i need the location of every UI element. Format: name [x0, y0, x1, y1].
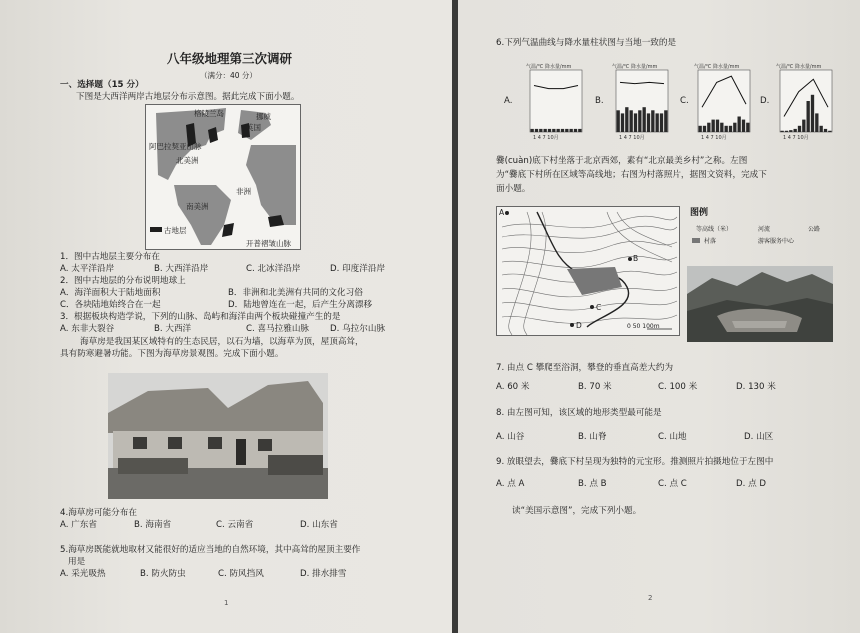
precip-bar [565, 129, 568, 132]
contour-map [496, 206, 680, 336]
contour-graphic [497, 207, 679, 335]
cuandixia-paragraph-line3: 面小题。 [496, 184, 531, 194]
question-5-line1: 5.海草房既能就地取材又能很好的适应当地的自然环境，其中高耸的屋顶主要作 [60, 545, 361, 555]
africa-shape [246, 145, 296, 225]
legend-village-swatch [692, 238, 700, 243]
precip-bar [531, 129, 534, 132]
precip-bar [664, 110, 667, 132]
precip-bar [815, 113, 818, 132]
q5-option-a: A. 采光吸热 [60, 569, 106, 579]
precip-bar [625, 107, 628, 132]
climate-x-label: 1 4 7 10月 [783, 135, 809, 141]
q9-option-c: C. 点 C [658, 479, 687, 489]
climate-axis-label: 气温/℃ 降水量/mm [776, 64, 822, 70]
precip-bar [643, 107, 646, 132]
q4-option-b: B. 海南省 [134, 520, 172, 530]
precip-bar [638, 110, 641, 132]
climate-axis-label: 气温/℃ 降水量/mm [612, 64, 658, 70]
q6-option-a: A. [504, 96, 513, 106]
label-legend: 古地层 [164, 226, 187, 235]
climate-axis-label: 气温/℃ 降水量/mm [526, 64, 572, 70]
q3-option-a: A. 东非大裂谷 [60, 324, 115, 334]
precip-bar [802, 120, 805, 132]
climate-charts [458, 62, 860, 152]
q1-option-d: D. 印度洋沿岸 [330, 264, 386, 274]
q5-option-c: C. 防风挡风 [218, 569, 264, 579]
point-a: A [499, 208, 505, 217]
precip-bar [742, 120, 745, 132]
q5-option-d: D. 排水排雪 [300, 569, 347, 579]
label-north-america: 北美洲 [176, 156, 199, 165]
intro-text: 下图是大西洋两岸古地层分布示意图。据此完成下面小题。 [76, 92, 300, 102]
seagrass-paragraph-line1: 海草房是我国某区域特有的生态民居，以石为墙，以海草为顶，屋顶高耸， [80, 337, 364, 347]
precip-bar [798, 126, 801, 132]
page-number: 2 [648, 594, 653, 602]
seagrass-paragraph-line2: 具有防寒避暑功能。下图为海草房景观图。完成下面小题。 [60, 349, 284, 359]
legend-village: 村落 [704, 238, 717, 245]
usa-map-instruction: 读“美国示意图”，完成下列小题。 [512, 506, 642, 516]
precip-bar [578, 129, 581, 132]
precip-bar [720, 123, 723, 132]
question-4: 4.海草房可能分布在 [60, 508, 137, 518]
q2-option-d: D．陆地曾连在一起，后产生分离漂移 [228, 300, 373, 310]
precip-bar [828, 131, 831, 132]
precip-bar [716, 120, 719, 132]
page-title: 八年级地理第三次调研 [167, 51, 293, 66]
precip-bar [729, 126, 732, 132]
q4-option-d: D. 山东省 [300, 520, 338, 530]
scale-bar: 0 50 100m [627, 323, 660, 330]
section-heading: 一、选择题（15 分） [60, 80, 144, 90]
q9-option-a: A. 点 A [496, 479, 525, 489]
page-number: 1 [224, 599, 229, 607]
q5-option-b: B. 防火防虫 [140, 569, 186, 579]
precip-bar [738, 117, 741, 133]
question-1: 1．图中古地层主要分布在 [60, 252, 160, 262]
seagrass-house-photo [108, 373, 328, 499]
precip-bar [535, 129, 538, 132]
q3-option-b: B. 大西洋 [154, 324, 192, 334]
point-b: B [633, 254, 639, 263]
precip-bar [824, 129, 827, 132]
question-9: 9. 放眼望去，爨底下村呈现为独特的元宝形。推测照片拍摄地位于左图中 [496, 457, 774, 467]
label-greenland: 格陵兰岛 [194, 109, 224, 118]
q8-option-b: B. 山脊 [578, 432, 607, 442]
precip-bar [746, 123, 749, 132]
legend-visitor-center: 游客服务中心 [758, 238, 795, 245]
q3-option-d: D. 乌拉尔山脉 [330, 324, 386, 334]
q7-option-a: A. 60 米 [496, 382, 530, 392]
precip-bar [544, 129, 547, 132]
precip-bar [785, 131, 788, 132]
precip-bar [561, 129, 564, 132]
precip-bar [647, 113, 650, 132]
precip-bar [548, 129, 551, 132]
climate-chart-frame [530, 70, 582, 132]
label-africa: 非洲 [236, 187, 251, 196]
q4-option-c: C. 云南省 [216, 520, 254, 530]
label-south-america: 南美洲 [186, 202, 209, 211]
climate-x-label: 1 4 7 10月 [619, 135, 645, 141]
q6-option-c: C. [680, 96, 689, 106]
q9-option-d: D. 点 D [736, 479, 767, 489]
precip-bar [807, 101, 810, 132]
point-d: D [576, 321, 582, 330]
precip-bar [725, 126, 728, 132]
q1-option-b: B. 大西洋沿岸 [154, 264, 209, 274]
q1-option-a: A. 太平洋沿岸 [60, 264, 115, 274]
precip-bar [707, 123, 710, 132]
q8-option-c: C. 山地 [658, 432, 687, 442]
precip-bar [781, 131, 784, 132]
precip-bar [820, 126, 823, 132]
climate-x-label: 1 4 7 10月 [701, 135, 727, 141]
q3-option-c: C. 喜马拉雅山脉 [246, 324, 310, 334]
label-appalachian: 阿巴拉契亚山脉 [149, 142, 202, 151]
precip-bar [617, 110, 620, 132]
village-photo [687, 266, 833, 342]
q2-option-a: A．海洋面积大于陆地面积 [60, 288, 161, 298]
precip-bar [574, 129, 577, 132]
temperature-curve [620, 82, 664, 83]
precip-bar [660, 113, 663, 132]
precip-bar [651, 110, 654, 132]
house-graphic [108, 373, 328, 499]
q4-option-a: A. 广东省 [60, 520, 97, 530]
precip-bar [703, 126, 706, 132]
q6-option-b: B. [595, 96, 604, 106]
precip-bar [794, 129, 797, 132]
precip-bar [656, 113, 659, 132]
q2-option-b: B．非洲和北美洲有共同的文化习俗 [228, 288, 363, 298]
legend-road: 公路 [808, 226, 821, 233]
label-norway: 挪威 [256, 112, 271, 121]
atlantic-strata-map [145, 104, 301, 250]
precip-bar [552, 129, 555, 132]
score-note: （满分：40 分） [200, 71, 257, 80]
legend-contour: 等高线（米） [696, 226, 733, 233]
q2-option-c: C．各块陆地始终合在一起 [60, 300, 161, 310]
precip-bar [712, 120, 715, 132]
climate-x-label: 1 4 7 10月 [533, 135, 559, 141]
question-5-line2: 用是 [68, 557, 86, 567]
legend-river: 河流 [758, 226, 771, 233]
climate-axis-label: 气温/℃ 降水量/mm [694, 64, 740, 70]
precip-bar [699, 126, 702, 132]
precip-bar [789, 130, 792, 132]
cuandixia-paragraph-line2: 为“爨底下村所在区域等高线地；右图为村落照片，据图文资料，完成下 [496, 170, 767, 180]
precip-bar [733, 123, 736, 132]
label-cape-mountain: 开普褶皱山脉 [246, 239, 291, 248]
question-2: 2．图中古地层的分布说明地球上 [60, 276, 186, 286]
precip-bar [539, 129, 542, 132]
q9-option-b: B. 点 B [578, 479, 607, 489]
point-c: C [596, 303, 602, 312]
q7-option-b: B. 70 米 [578, 382, 612, 392]
village-graphic [687, 266, 833, 342]
village-area [567, 267, 622, 295]
q8-option-d: D. 山区 [744, 432, 774, 442]
question-7: 7. 由点 C 攀爬至浴洞，攀登的垂直高差大约为 [496, 363, 674, 373]
q7-option-d: D. 130 米 [736, 382, 776, 392]
question-8: 8. 由左图可知，该区域的地形类型最可能是 [496, 408, 662, 418]
q8-option-a: A. 山谷 [496, 432, 525, 442]
legend-swatch [150, 227, 162, 232]
exam-page-2 [458, 0, 860, 633]
precip-bar [634, 113, 637, 132]
precip-bar [557, 129, 560, 132]
precip-bar [811, 95, 814, 132]
q7-option-c: C. 100 米 [658, 382, 698, 392]
question-6: 6.下列气温曲线与降水量柱状图与当地一致的是 [496, 38, 677, 48]
precip-bar [570, 129, 573, 132]
precip-bar [630, 110, 633, 132]
precip-bar [621, 113, 624, 132]
cuandixia-paragraph-line1: 爨(cuàn)底下村坐落于北京西郊，素有“北京最美乡村”之称。左图 [496, 156, 748, 166]
q1-option-c: C. 北冰洋沿岸 [246, 264, 301, 274]
question-3: 3．根据板块构造学说，下列的山脉、岛屿和海洋由两个板块碰撞产生的是 [60, 312, 341, 322]
q6-option-d: D. [760, 96, 770, 106]
legend-title: 图例 [690, 208, 709, 218]
label-britain: 英国 [246, 123, 261, 132]
